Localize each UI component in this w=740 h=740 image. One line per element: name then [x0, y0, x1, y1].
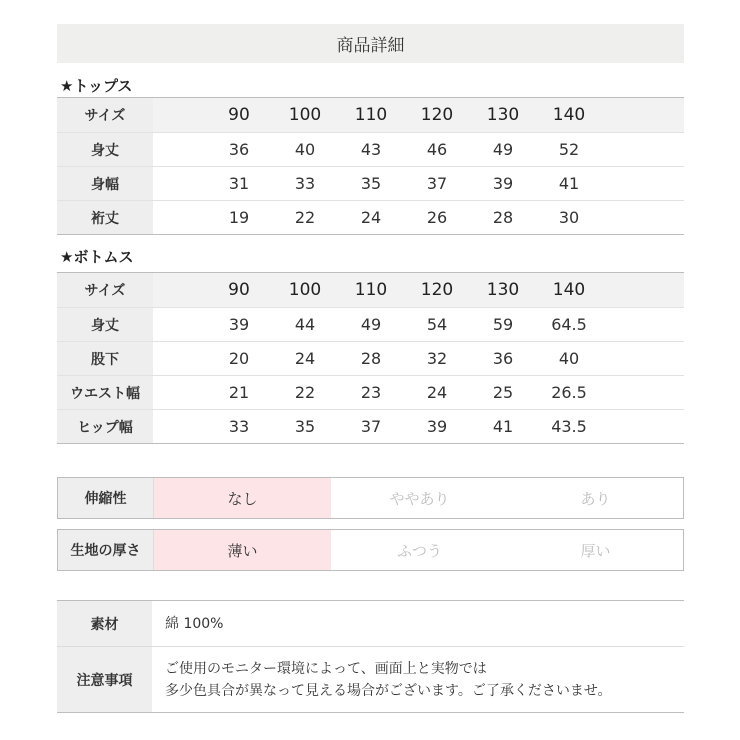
stretch-label: 伸縮性 [58, 478, 154, 518]
table-row [57, 409, 684, 443]
thickness-option-normal: ふつう [396, 541, 442, 560]
row-label: サイズ [57, 273, 153, 307]
table-cell: 33 [294, 174, 316, 193]
table-cell: 35 [360, 174, 382, 193]
table-cell: 24 [426, 383, 448, 402]
row-label: 身丈 [57, 308, 153, 341]
size-header-cell: 90 [228, 280, 250, 300]
table-cell: 26.5 [551, 383, 587, 402]
material-row [57, 601, 684, 646]
info-table [57, 600, 684, 713]
table-cell: 28 [360, 349, 382, 368]
table-cell: 36 [228, 140, 250, 159]
thickness-option-thin: 薄い [154, 530, 331, 570]
table-cell: 37 [360, 417, 382, 436]
table-cell: 31 [228, 174, 250, 193]
bottoms-section-label: ★ボトムス [60, 248, 134, 266]
table-cell: 46 [426, 140, 448, 159]
material-value: 綿 100% [165, 615, 224, 632]
row-label: サイズ [57, 98, 153, 132]
table-cell: 40 [558, 349, 580, 368]
table-cell: 19 [228, 208, 250, 227]
row-label: 裄丈 [57, 201, 153, 234]
table-cell: 22 [294, 208, 316, 227]
row-label: 身幅 [57, 167, 153, 200]
row-label: 股下 [57, 342, 153, 375]
row-label: 身丈 [57, 133, 153, 166]
table-cell: 32 [426, 349, 448, 368]
table-cell: 59 [492, 315, 514, 334]
table-row [57, 341, 684, 375]
table-cell: 39 [228, 315, 250, 334]
table-cell: 40 [294, 140, 316, 159]
table-cell: 49 [492, 140, 514, 159]
size-header-cell: 110 [354, 105, 388, 125]
tops-size-table [57, 97, 684, 235]
table-cell: 26 [426, 208, 448, 227]
stretch-scale [57, 477, 684, 519]
row-label: ウエスト幅 [57, 376, 153, 409]
stretch-option-slight: ややあり [389, 489, 450, 508]
tops-section-label: ★トップス [60, 77, 133, 95]
size-header-cell: 130 [486, 105, 520, 125]
size-header-cell: 120 [420, 280, 454, 300]
table-cell: 37 [426, 174, 448, 193]
size-header-cell: 140 [552, 105, 586, 125]
table-cell: 39 [492, 174, 514, 193]
notes-line-2: 多少色具合が異なって見える場合がございます。ご了承くださいませ。 [165, 682, 612, 699]
table-row [57, 166, 684, 200]
table-cell: 41 [558, 174, 580, 193]
table-cell: 22 [294, 383, 316, 402]
material-label: 素材 [57, 601, 152, 646]
table-cell: 49 [360, 315, 382, 334]
table-cell: 30 [558, 208, 580, 227]
table-cell: 64.5 [551, 315, 587, 334]
table-cell: 36 [492, 349, 514, 368]
stretch-option-yes: あり [580, 489, 611, 508]
size-header-cell: 100 [288, 105, 322, 125]
table-cell: 39 [426, 417, 448, 436]
table-cell: 28 [492, 208, 514, 227]
table-cell: 43.5 [551, 417, 587, 436]
table-cell: 52 [558, 140, 580, 159]
table-cell: 23 [360, 383, 382, 402]
table-cell: 41 [492, 417, 514, 436]
table-row [57, 375, 684, 409]
table-header-row [57, 273, 684, 307]
notes-label: 注意事項 [57, 647, 152, 712]
size-header-cell: 110 [354, 280, 388, 300]
table-cell: 25 [492, 383, 514, 402]
table-cell: 35 [294, 417, 316, 436]
table-row [57, 307, 684, 341]
table-cell: 54 [426, 315, 448, 334]
bottoms-size-table [57, 272, 684, 444]
row-label: ヒップ幅 [57, 410, 153, 443]
size-header-cell: 140 [552, 280, 586, 300]
size-header-cell: 90 [228, 105, 250, 125]
thickness-label: 生地の厚さ [58, 530, 154, 570]
size-header-cell: 120 [420, 105, 454, 125]
thickness-scale [57, 529, 684, 571]
table-cell: 24 [294, 349, 316, 368]
notes-row [57, 646, 684, 712]
table-cell: 44 [294, 315, 316, 334]
table-cell: 43 [360, 140, 382, 159]
table-row [57, 132, 684, 166]
size-header-cell: 100 [288, 280, 322, 300]
stretch-option-none: なし [154, 478, 331, 518]
size-header-cell: 130 [486, 280, 520, 300]
thickness-option-thick: 厚い [580, 541, 611, 560]
table-cell: 21 [228, 383, 250, 402]
table-cell: 20 [228, 349, 250, 368]
table-row [57, 200, 684, 234]
table-cell: 33 [228, 417, 250, 436]
notes-line-1: ご使用のモニター環境によって、画面上と実物では [165, 660, 487, 677]
table-cell: 24 [360, 208, 382, 227]
page-title: 商品詳細 [57, 24, 684, 63]
table-header-row [57, 98, 684, 132]
